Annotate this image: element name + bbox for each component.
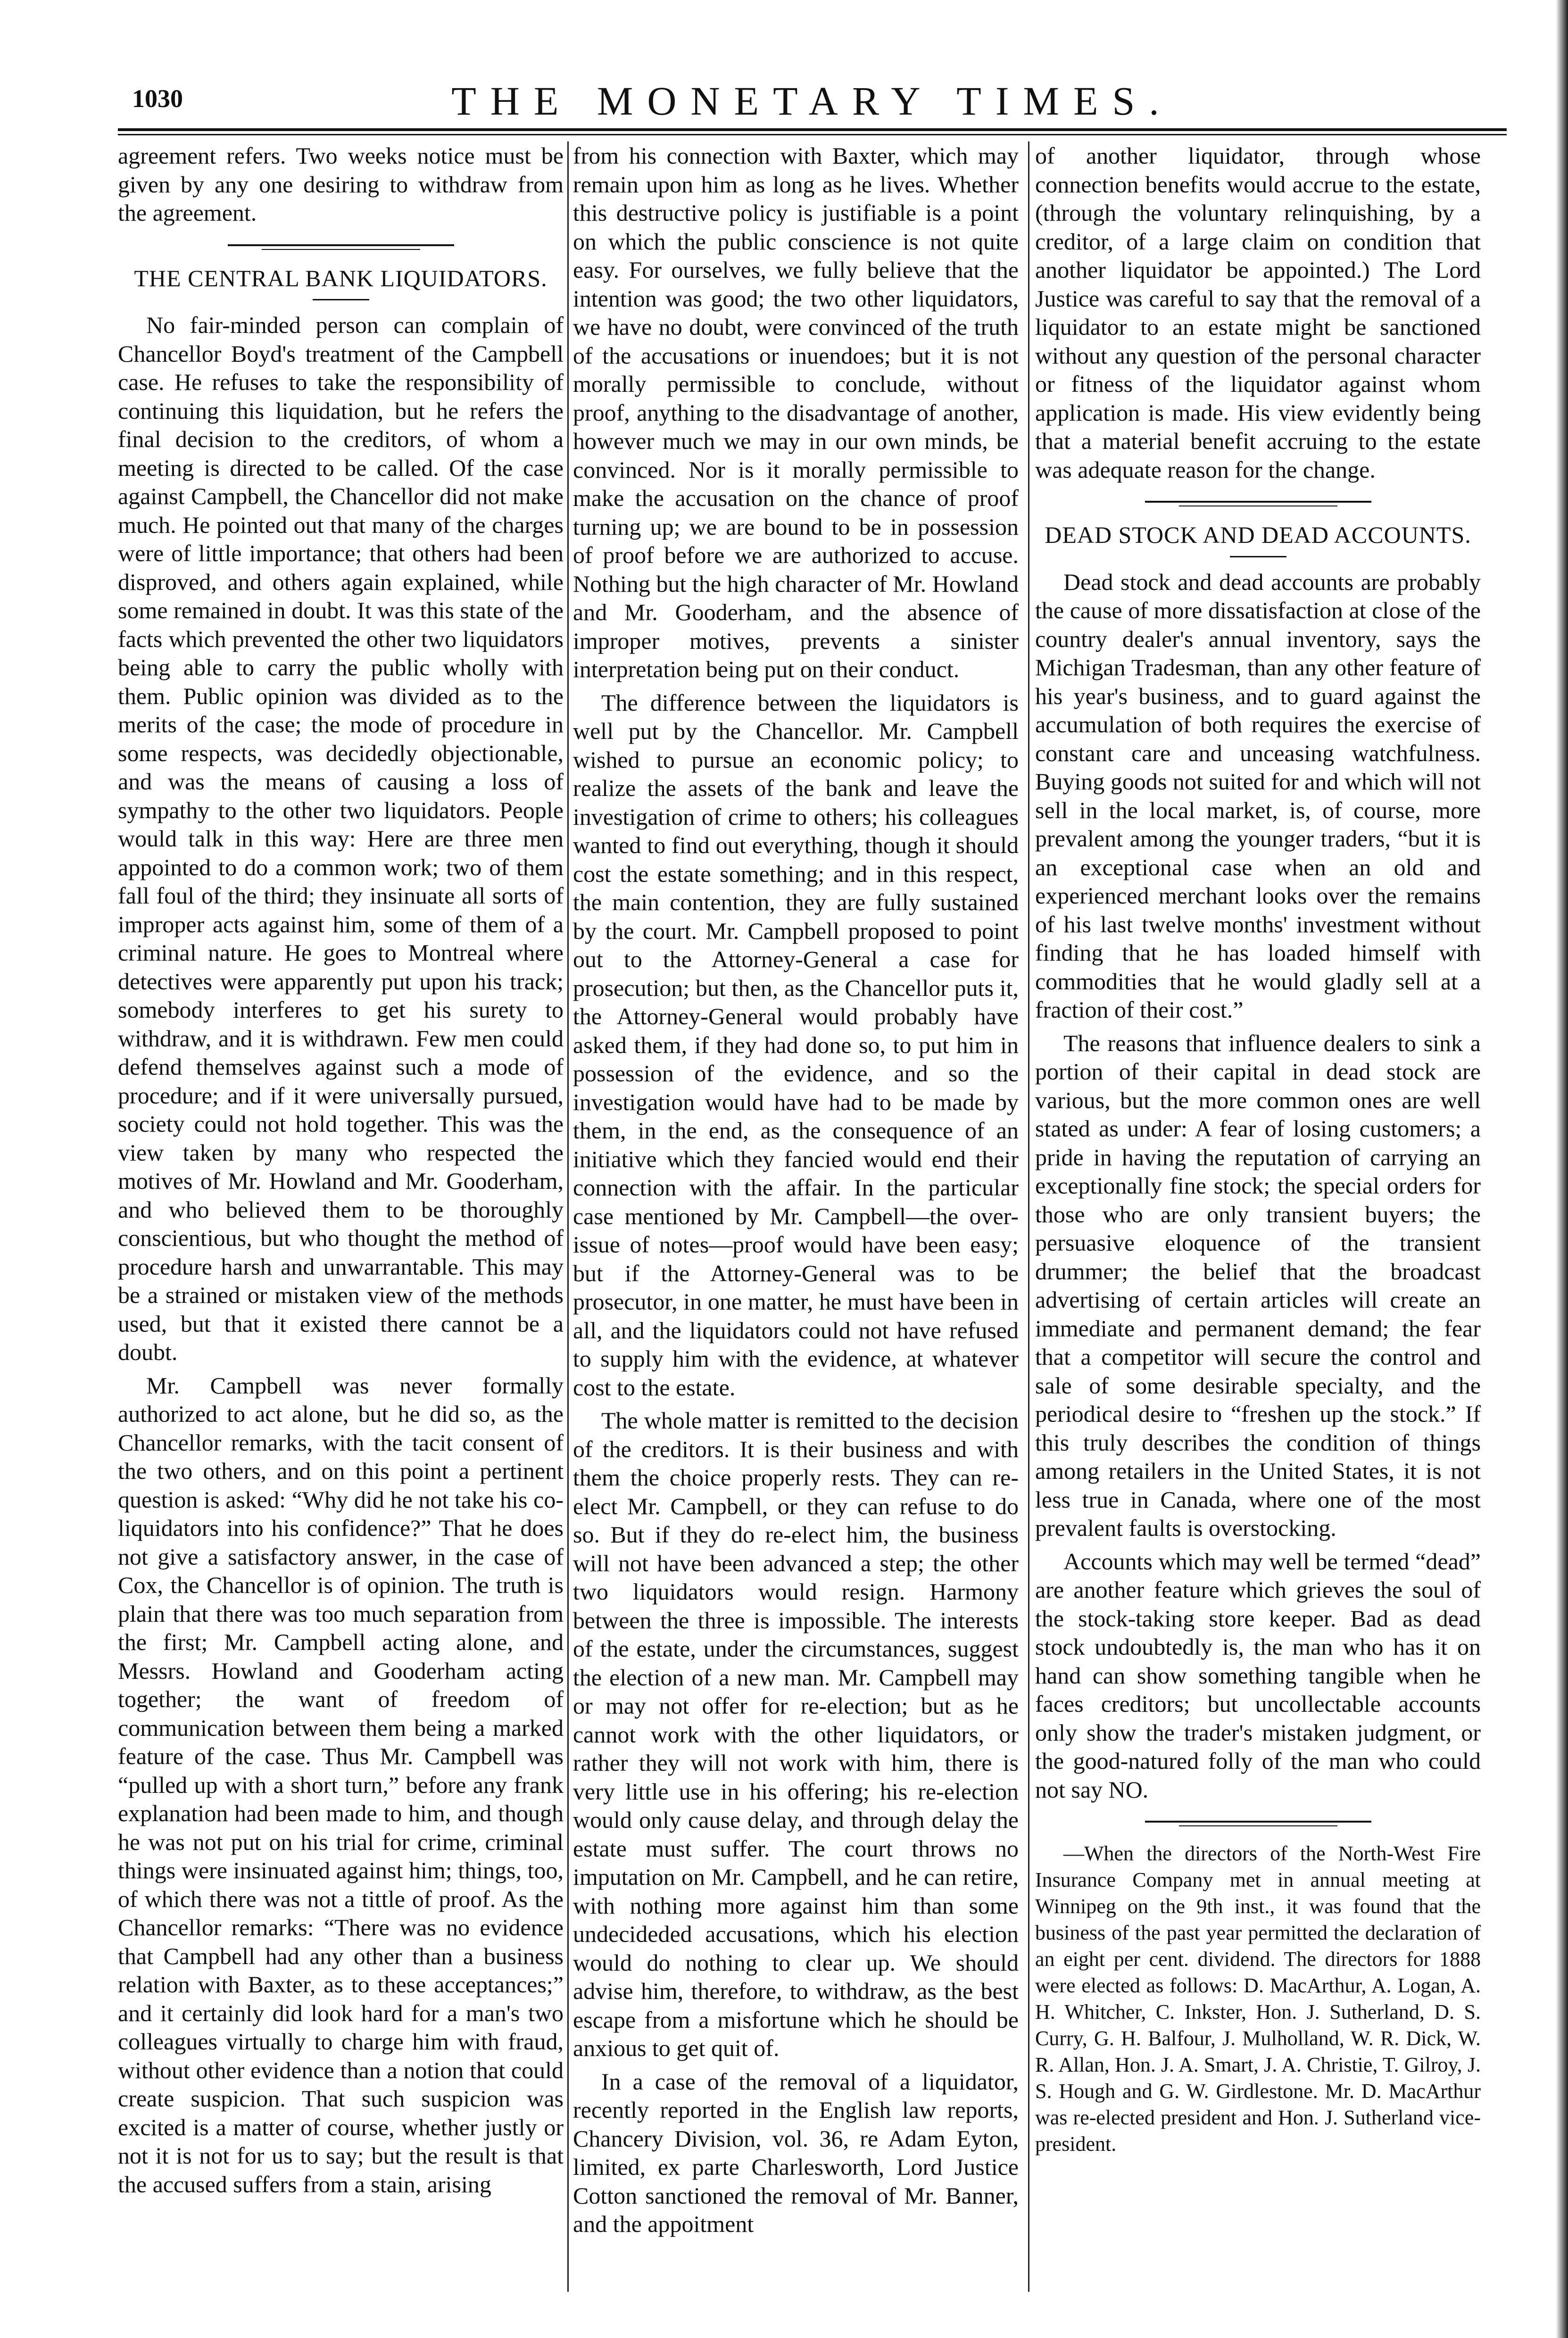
paragraph: The reasons that influence dealers to sink a portion of their capital in dead stock are various, but the more common ones are well stated as under: A fear of losing customers; a pride in having the reputation of carrying an exceptionally fine stock; the special orders for those who are only transient buyers; the persuasive eloquence of the transient drummer; the belief that the broadcast advertising of certain articles will create an immediate and permanent demand; the fear that a competitor will secure the control and sale of some desirable specialty, and the periodical desire to “freshen up the stock.” If this truly describes the condition of things among retailers in the United States, it is not less true in Canada, where one of the most prevalent faults is overstocking.	[1035, 1029, 1481, 1541]
paragraph: Accounts which may well be termed “dead” are another feature which grieves the soul of the stock-taking store keeper. Bad as dead stock undoubtedly is, the man who has it on hand can show something tangible when he faces creditors; but uncollectable accounts only show the trader's mistaken judgment, or the good-natured folly of the man who could not say NO.	[1035, 1548, 1481, 1803]
paragraph: from his connection with Baxter, which may remain upon him as long as he lives. Whether this destructive policy is justifiable is a point on which the public conscience is not quite easy. For ourselves, we fully believe that the intention was good; the two other liquidators, we have no doubt, were convinced of the truth of the accusations or inuendoes; but it is not morally permissible to conclude, without proof, anything to the disadvantage of another, however much we may in our own minds, be convinced. Nor is it morally permissible to make the accusation on the chance of proof turning up; we are bound to be in possession of proof before we are authorized to accuse. Nothing but the high character of Mr. Howland and Mr. Gooderham, and the absence of improper motives, prevents a sinister interpretation being put on their conduct.	[573, 142, 1019, 682]
page-edge-shadow	[1556, 0, 1568, 2338]
column-2	[573, 141, 1019, 2292]
column-1	[118, 141, 564, 2292]
paragraph: of another liquidator, through whose connection benefits would accrue to the estate, (through the voluntary relinquishing, by a creditor, of a large claim on condition that another liquidator be appointed.) The Lord Justice was careful to say that the removal of a liquidator to an estate might be sanctioned without any question of the personal character or fitness of the liquidator against whom application is made. His view evidently being that a material benefit accruing to the estate was adequate reason for the change.	[1035, 142, 1481, 483]
section-separator	[1145, 501, 1371, 506]
paragraph: The difference between the liquidators is well put by the Chancellor. Mr. Campbell wished to pursue an economic policy; to realize the assets of the bank and leave the investigation of crime to others; his colleagues wanted to find out everything, though it should cost the estate something; and in this respect, the main contention, they are fully sustained by the court. Mr. Campbell proposed to point out to the Attorney-General a case for prosecution; but then, as the Chancellor puts it, the Attorney-General would probably have asked them, if they had done so, to put him in possession of the evidence, and so the investigation would have had to be made by them, in the end, as the consequence of an initiative which they fancied would end their connection with the affair. In the particular case mentioned by Mr. Campbell—the over-issue of notes—proof would have been easy; but if the Attorney-General was to be prosecutor, in one matter, he must have been in all, and the liquidators could not have refused to supply him with the evidence, at whatever cost to the estate.	[573, 689, 1019, 1401]
column-3	[1035, 141, 1481, 2292]
article-heading-dead-stock: DEAD STOCK AND DEAD ACCOUNTS.	[1045, 522, 1471, 548]
page-header	[118, 75, 1507, 127]
masthead-title: THE MONETARY TIMES.	[451, 78, 1173, 124]
section-separator	[228, 244, 454, 250]
paragraph: Dead stock and dead accounts are probably the cause of more dissatisfaction at close of the country dealer's annual inventory, says the Michigan Tradesman, than any other feature of his year's business, and to guard against the accumulation of both requires the exercise of constant care and unceasing watchfulness. Buying goods not suited for and which will not sell in the local market, is, of course, more prevalent among the younger traders, “but it is an exceptional case when an old and experienced merchant looks over the remains of his last twelve months' investment without finding that he has loaded himself with commodities that he would gladly sell at a fraction of their cost.”	[1035, 568, 1481, 1023]
paragraph: The whole matter is remitted to the decision of the creditors. It is their business and with them the choice properly rests. They can re-elect Mr. Campbell, or they can refuse to do so. But if they do re-elect him, the business will not have been advanced a step; the other two liquidators would resign. Harmony between the three is impossible. The interests of the estate, under the circumstances, suggest the election of a new man. Mr. Campbell may or may not offer for re-election; but as he cannot work with the other liquidators, or rather they will not work with him, there is very little use in his offering; his re-election would only cause delay, and through delay the estate must suffer. The court throws no imputation on Mr. Campbell, and he can retire, with nothing more against him than some undecideded accusations, which his election would do nothing to clear up. We should advise him, therefore, to withdraw, as the best escape from a misfortune which he should be anxious to get quit of.	[573, 1407, 1019, 2061]
news-item-north-west-fire: —When the directors of the North-West Fire Insurance Company met in annual meeting at Winnipeg on the 9th inst., it was found that the business of the past year permitted the declaration of an eight per cent. dividend. The directors for 1888 were elected as follows: D. MacArthur, A. Logan, A. H. Whitcher, C. Inkster, Hon. J. Sutherland, D. S. Curry, G. H. Balfour, J. Mulholland, W. R. Dick, W. R. Allan, Hon. J. A. Smart, J. A. Christie, T. Gilroy, J. S. Hough and G. W. Girdlestone. Mr. D. MacArthur was re-elected president and Hon. J. Sutherland vice-president.	[1035, 1842, 1481, 2156]
column-divider-2	[1028, 141, 1029, 2292]
section-separator	[1145, 1821, 1371, 1826]
column-divider-1	[567, 141, 569, 2292]
page-number: 1030	[132, 84, 183, 113]
paragraph: Mr. Campbell was never formally authorized to act alone, but he did so, as the Chancellor remarks, with the tacit consent of the two others, and on this point a pertinent question is asked: “Why did he not take his co-liquidators into his confidence?” That he does not give a satisfactory answer, in the case of Cox, the Chancellor is of opinion. The truth is plain that there was too much separation from the first; Mr. Campbell acting alone, and Messrs. Howland and Gooderham acting together; the want of freedom of communication between them being a marked feature of the case. Thus Mr. Campbell was “pulled up with a short turn,” before any frank explanation had been made to him, and though he was not put on his trial for crime, criminal things were insinuated against him; things, too, of which there was not a tittle of proof. As the Chancellor remarks: “There was no evidence that Campbell had any other than a business relation with Baxter, as to these acceptances;” and it certainly did look hard for a man's two colleagues virtually to charge him with fraud, without other evidence than a notion that could create suspicion. That such suspicion was excited is a matter of course, whether justly or not it is not for us to say; but the result is that the accused suffers from a stain, arising	[118, 1372, 564, 2197]
paragraph: In a case of the removal of a liquidator, recently reported in the English law reports, Chancery Division, vol. 36, re Adam Eyton, limited, ex parte Charlesworth, Lord Justice Cotton sanctioned the removal of Mr. Banner, and the appoitment	[573, 2068, 1019, 2237]
article-heading-central-bank: THE CENTRAL BANK LIQUIDATORS.	[134, 265, 548, 291]
heading-rule	[1230, 556, 1286, 557]
article-continuation: agreement refers. Two weeks notice must be given by any one desiring to withdraw from the agreement.	[118, 142, 564, 226]
heading-rule	[313, 299, 369, 300]
paragraph: No fair-minded person can complain of Chancellor Boyd's treatment of the Campbell case. He refuses to take the responsibility of continuing this liquidation, but he refers the final decision to the creditors, of whom a meeting is directed to be called. Of the case against Campbell, the Chancellor did not make much. He pointed out that many of the charges were of little importance; that others had been disproved, and others again explained, while some remained in doubt. It was this state of the facts which prevented the other two liquidators being able to carry the public wholly with them. Public opinion was divided as to the merits of the case; the mode of procedure in some respects, was decidedly objectionable, and was the means of causing a loss of sympathy to the other two liquidators. People would talk in this way: Here are three men appointed to do a common work; two of them fall foul of the third; they insinuate all sorts of improper acts against him, some of them of a criminal nature. He goes to Montreal where detectives were apparently put upon his track; somebody interferes to get his surety to withdraw, and it is withdrawn. Few men could defend themselves against such a mode of procedure; and if it were universally pursued, society could not hold together. This was the view taken by many who respected the motives of Mr. Howland and Mr. Gooderham, and who believed them to be thoroughly conscientious, but who thought the method of procedure harsh and unwarrantable. This may be a strained or mistaken view of the methods used, but that it existed there cannot be a doubt.	[118, 312, 564, 1365]
header-rule-thick	[118, 128, 1507, 131]
header-rule-thin	[118, 134, 1507, 135]
